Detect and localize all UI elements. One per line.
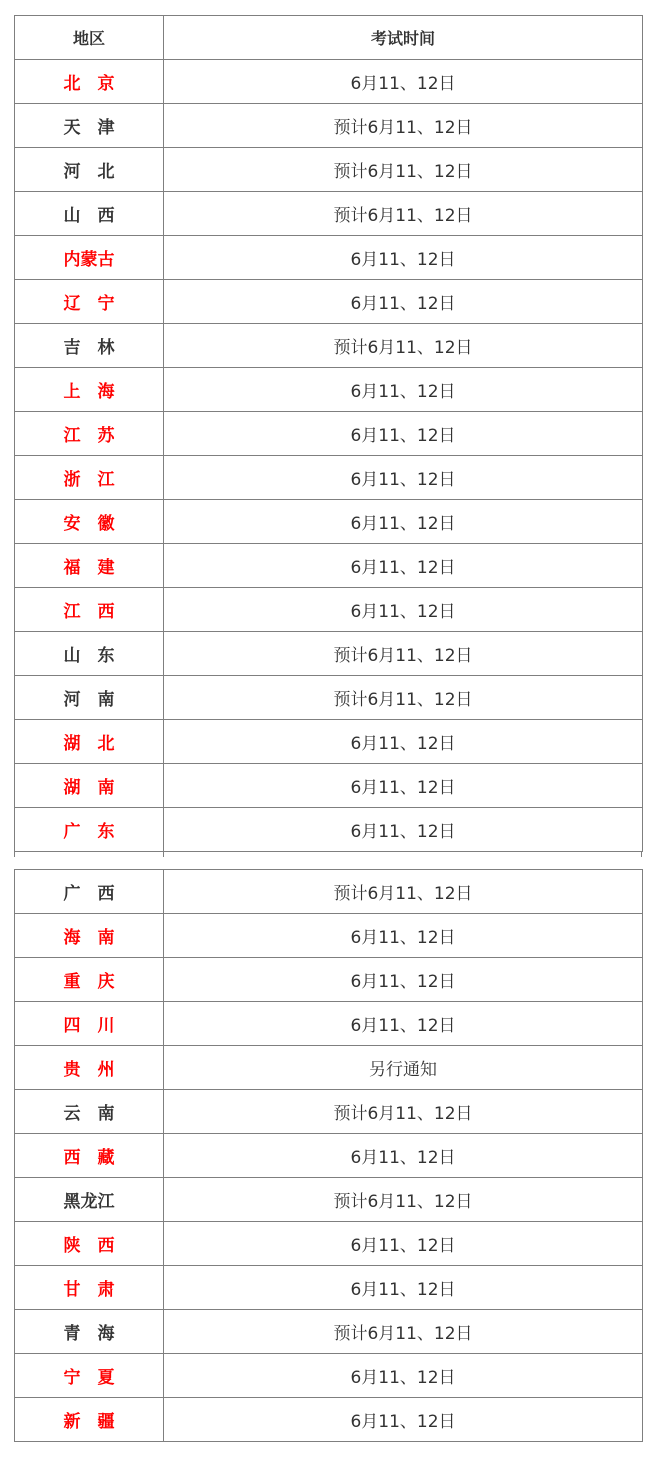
exam-time-cell: 6月11、12日 (164, 958, 643, 1002)
region-cell: 天 津 (15, 104, 164, 148)
exam-time-cell: 6月11、12日 (164, 280, 643, 324)
exam-time-cell: 预计6月11、12日 (164, 632, 643, 676)
table-row (15, 1090, 643, 1134)
region-cell: 福 建 (15, 544, 164, 588)
region-cell: 吉 林 (15, 324, 164, 368)
exam-time-cell: 6月11、12日 (164, 1266, 643, 1310)
exam-time-cell: 6月11、12日 (164, 1398, 643, 1442)
region-cell: 浙 江 (15, 456, 164, 500)
table-row (15, 236, 643, 280)
region-cell: 西 藏 (15, 1134, 164, 1178)
region-cell: 广 东 (15, 808, 164, 852)
exam-schedule-table-continued (14, 869, 643, 1442)
region-cell: 内蒙古 (15, 236, 164, 280)
table-row (15, 1046, 643, 1090)
exam-time-cell: 6月11、12日 (164, 236, 643, 280)
exam-time-cell: 6月11、12日 (164, 764, 643, 808)
table-row (15, 1310, 643, 1354)
exam-time-cell: 6月11、12日 (164, 456, 643, 500)
table-row (15, 808, 643, 852)
exam-time-cell: 6月11、12日 (164, 1134, 643, 1178)
table-row (15, 544, 643, 588)
exam-time-cell: 预计6月11、12日 (164, 104, 643, 148)
table-row (15, 500, 643, 544)
region-cell: 新 疆 (15, 1398, 164, 1442)
region-cell: 贵 州 (15, 1046, 164, 1090)
table-row (15, 60, 643, 104)
region-cell: 湖 南 (15, 764, 164, 808)
exam-schedule-table-continued-body (15, 870, 643, 1442)
region-cell: 山 东 (15, 632, 164, 676)
region-cell: 四 川 (15, 1002, 164, 1046)
table-row (15, 958, 643, 1002)
table-row (15, 104, 643, 148)
table-row (15, 368, 643, 412)
table-row (15, 324, 643, 368)
exam-time-cell: 6月11、12日 (164, 1354, 643, 1398)
table-row (15, 588, 643, 632)
region-cell: 甘 肃 (15, 1266, 164, 1310)
region-cell: 辽 宁 (15, 280, 164, 324)
table-row (15, 1266, 643, 1310)
table-row (15, 280, 643, 324)
exam-time-cell: 6月11、12日 (164, 720, 643, 764)
table-row (15, 1222, 643, 1266)
exam-time-cell: 预计6月11、12日 (164, 1090, 643, 1134)
exam-time-cell: 6月11、12日 (164, 1002, 643, 1046)
table-row (15, 1134, 643, 1178)
region-cell: 河 北 (15, 148, 164, 192)
table-row (15, 1354, 643, 1398)
exam-time-cell: 预计6月11、12日 (164, 324, 643, 368)
region-cell: 陕 西 (15, 1222, 164, 1266)
region-cell: 湖 北 (15, 720, 164, 764)
table-row (15, 412, 643, 456)
region-cell: 广 西 (15, 870, 164, 914)
table-row (15, 764, 643, 808)
table-row (15, 676, 643, 720)
table-row (15, 192, 643, 236)
exam-time-cell: 另行通知 (164, 1046, 643, 1090)
exam-time-cell: 6月11、12日 (164, 588, 643, 632)
table-row (15, 870, 643, 914)
exam-time-cell: 预计6月11、12日 (164, 870, 643, 914)
region-cell: 云 南 (15, 1090, 164, 1134)
header-region: 地区 (15, 16, 164, 60)
exam-schedule-table-body (15, 16, 643, 852)
table-row (15, 148, 643, 192)
region-cell: 山 西 (15, 192, 164, 236)
region-cell: 黑龙江 (15, 1178, 164, 1222)
region-cell: 青 海 (15, 1310, 164, 1354)
exam-time-cell: 6月11、12日 (164, 808, 643, 852)
exam-time-cell: 预计6月11、12日 (164, 1178, 643, 1222)
exam-time-cell: 预计6月11、12日 (164, 1310, 643, 1354)
region-cell: 上 海 (15, 368, 164, 412)
table-row (15, 1178, 643, 1222)
exam-time-cell: 预计6月11、12日 (164, 148, 643, 192)
exam-time-cell: 预计6月11、12日 (164, 676, 643, 720)
region-cell: 河 南 (15, 676, 164, 720)
exam-time-cell: 6月11、12日 (164, 914, 643, 958)
region-cell: 江 西 (15, 588, 164, 632)
exam-time-cell: 6月11、12日 (164, 1222, 643, 1266)
region-cell: 安 徽 (15, 500, 164, 544)
table-row (15, 1398, 643, 1442)
exam-schedule-table (14, 15, 643, 852)
exam-time-cell: 预计6月11、12日 (164, 192, 643, 236)
exam-time-cell: 6月11、12日 (164, 500, 643, 544)
region-cell: 宁 夏 (15, 1354, 164, 1398)
page-break-divider (163, 851, 164, 857)
table-row (15, 456, 643, 500)
region-cell: 重 庆 (15, 958, 164, 1002)
table-row (15, 914, 643, 958)
exam-time-cell: 6月11、12日 (164, 412, 643, 456)
region-cell: 北 京 (15, 60, 164, 104)
table-row (15, 720, 643, 764)
exam-time-cell: 6月11、12日 (164, 60, 643, 104)
region-cell: 江 苏 (15, 412, 164, 456)
region-cell: 海 南 (15, 914, 164, 958)
exam-time-cell: 6月11、12日 (164, 368, 643, 412)
exam-time-cell: 6月11、12日 (164, 544, 643, 588)
header-exam-time: 考试时间 (164, 16, 643, 60)
page-break-strip (14, 851, 642, 857)
table-row (15, 632, 643, 676)
table-row (15, 1002, 643, 1046)
table-header-row (15, 16, 643, 60)
